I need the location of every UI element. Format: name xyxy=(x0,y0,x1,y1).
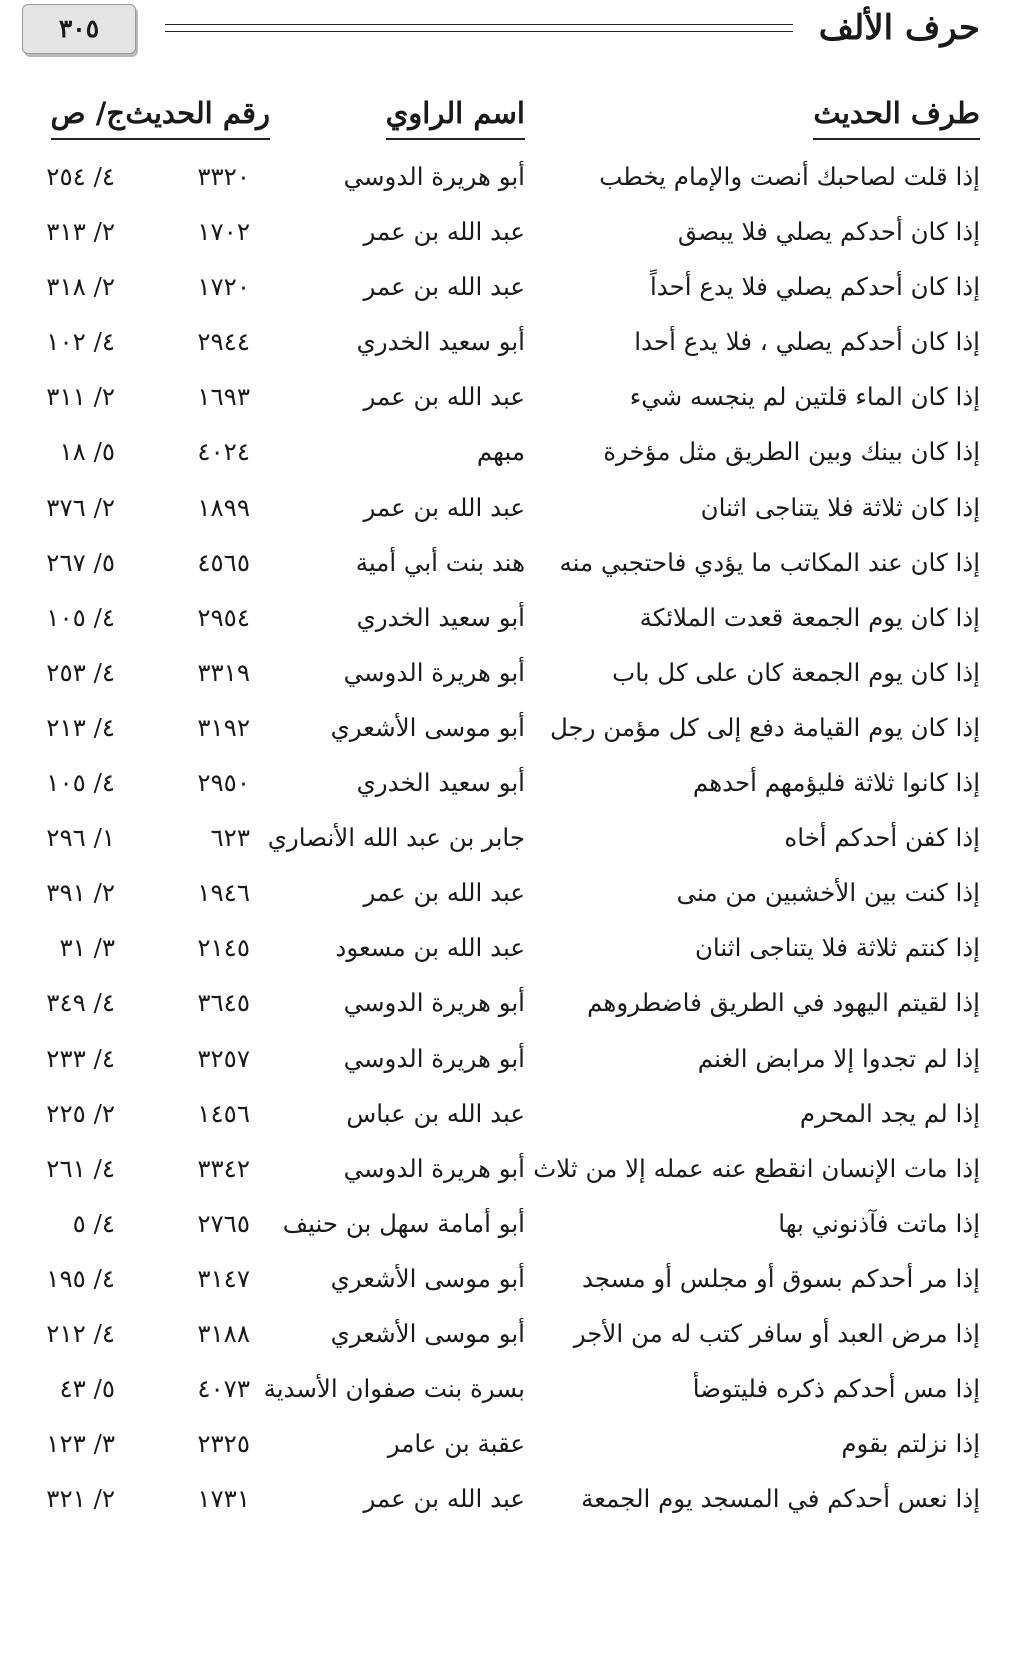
table-row xyxy=(0,1141,1010,1196)
column-header-reference: ج/ ص xyxy=(51,92,125,140)
header-rule xyxy=(165,31,793,32)
narrator-name: أبو موسى الأشعري xyxy=(330,712,525,742)
hadith-text: إذا كنتم ثلاثة فلا يتناجى اثنان xyxy=(694,933,980,963)
volume-page-reference: ٢/ ٣٢١ xyxy=(46,1484,115,1514)
hadith-text: إذا ماتت فآذنوني بها xyxy=(778,1208,980,1238)
hadith-number: ٢٣٢٥ xyxy=(197,1429,250,1459)
table-row xyxy=(0,810,1010,865)
narrator-name: أبو هريرة الدوسي xyxy=(343,988,525,1018)
narrator-name: جابر بن عبد الله الأنصاري xyxy=(267,823,525,853)
hadith-number: ٤٠٢٤ xyxy=(197,437,250,467)
hadith-text: إذا كان عند المكاتب ما يؤدي فاحتجبي منه xyxy=(559,547,980,577)
narrator-name: أبو سعيد الخدري xyxy=(356,768,525,798)
hadith-text: إذا كان يوم القيامة دفع إلى كل مؤمن رجل xyxy=(549,712,980,742)
volume-page-reference: ٢/ ٢٢٥ xyxy=(46,1098,115,1128)
volume-page-reference: ٤/ ١٠٢ xyxy=(46,327,115,357)
table-row xyxy=(0,1361,1010,1416)
chapter-title: حرف الألف xyxy=(818,8,980,48)
hadith-text: إذا نزلتم بقوم xyxy=(841,1429,980,1459)
hadith-number: ١٨٩٩ xyxy=(197,492,250,522)
narrator-name: عقبة بن عامر xyxy=(387,1429,525,1459)
volume-page-reference: ٢/ ٣١١ xyxy=(46,382,115,412)
table-row xyxy=(0,369,1010,424)
table-row xyxy=(0,1251,1010,1306)
table-row xyxy=(0,590,1010,645)
hadith-text: إذا كان أحدكم يصلي فلا يدع أحداً xyxy=(650,272,980,302)
hadith-number: ٤٠٧٣ xyxy=(197,1374,250,1404)
hadith-number: ١٩٤٦ xyxy=(197,878,250,908)
table-row xyxy=(0,1471,1010,1526)
narrator-name: أبو أمامة سهل بن حنيف xyxy=(282,1208,525,1238)
volume-page-reference: ٤/ ١٩٥ xyxy=(46,1263,115,1293)
volume-page-reference: ١/ ٢٩٦ xyxy=(46,823,115,853)
hadith-number: ١٧٢٠ xyxy=(197,272,250,302)
table-row xyxy=(0,865,1010,920)
narrator-name: أبو سعيد الخدري xyxy=(356,602,525,632)
table-row xyxy=(0,1196,1010,1251)
hadith-number: ١٤٥٦ xyxy=(197,1098,250,1128)
table-row xyxy=(0,645,1010,700)
volume-page-reference: ٥/ ٢٦٧ xyxy=(46,547,115,577)
table-row xyxy=(0,149,1010,204)
hadith-text: إذا كفن أحدكم أخاه xyxy=(784,823,980,853)
volume-page-reference: ٤/ ٥ xyxy=(72,1208,115,1238)
column-header-number: رقم الحديث xyxy=(125,92,270,140)
hadith-text: إذا كان بينك وبين الطريق مثل مؤخرة xyxy=(603,437,980,467)
hadith-text: إذا لقيتم اليهود في الطريق فاضطروهم xyxy=(587,988,980,1018)
hadith-number: ٣٣٤٢ xyxy=(197,1153,250,1183)
hadith-text: إذا كنت بين الأخشبين من منى xyxy=(676,878,980,908)
hadith-number: ٢١٤٥ xyxy=(197,933,250,963)
narrator-name: عبد الله بن عمر xyxy=(363,217,525,247)
hadith-number: ٦٢٣ xyxy=(210,823,250,853)
narrator-name: عبد الله بن مسعود xyxy=(335,933,525,963)
narrator-name: عبد الله بن عباس xyxy=(346,1098,525,1128)
hadith-text: إذا كان ثلاثة فلا يتناجى اثنان xyxy=(700,492,980,522)
hadith-text: إذا مس أحدكم ذكره فليتوضأ xyxy=(692,1374,980,1404)
narrator-name: مبهم xyxy=(476,437,525,467)
hadith-number: ٢٩٥٤ xyxy=(197,602,250,632)
hadith-text: إذا كان يوم الجمعة قعدت الملائكة xyxy=(639,602,980,632)
hadith-text: إذا لم يجد المحرم xyxy=(799,1098,980,1128)
hadith-number: ٣١٨٨ xyxy=(197,1318,250,1348)
hadith-number: ٣٢٥٧ xyxy=(197,1043,250,1073)
narrator-name: أبو هريرة الدوسي xyxy=(343,1153,525,1183)
volume-page-reference: ٤/ ٣٤٩ xyxy=(46,988,115,1018)
hadith-text: إذا مرض العبد أو سافر كتب له من الأجر xyxy=(573,1318,980,1348)
hadith-number: ١٦٩٣ xyxy=(197,382,250,412)
hadith-text: إذا كان أحدكم يصلي ، فلا يدع أحدا xyxy=(634,327,980,357)
narrator-name: عبد الله بن عمر xyxy=(363,1484,525,1514)
hadith-number: ٣١٤٧ xyxy=(197,1263,250,1293)
column-header-narrator: اسم الراوي xyxy=(386,92,525,140)
narrator-name: عبد الله بن عمر xyxy=(363,382,525,412)
page-number-badge: ٣٠٥ xyxy=(22,4,136,54)
hadith-text: إذا كان يوم الجمعة كان على كل باب xyxy=(612,657,980,687)
table-row xyxy=(0,314,1010,369)
volume-page-reference: ٢/ ٣٩١ xyxy=(46,878,115,908)
narrator-name: عبد الله بن عمر xyxy=(363,492,525,522)
table-row xyxy=(0,204,1010,259)
table-row xyxy=(0,975,1010,1030)
narrator-name: أبو موسى الأشعري xyxy=(330,1263,525,1293)
table-row xyxy=(0,1086,1010,1141)
volume-page-reference: ٤/ ١٠٥ xyxy=(46,602,115,632)
header-rule xyxy=(165,24,793,25)
volume-page-reference: ٣/ ١٢٣ xyxy=(46,1429,115,1459)
hadith-number: ٣٦٤٥ xyxy=(197,988,250,1018)
hadith-number: ٤٥٦٥ xyxy=(197,547,250,577)
table-row xyxy=(0,259,1010,314)
hadith-text: إذا مر أحدكم بسوق أو مجلس أو مسجد xyxy=(581,1263,980,1293)
narrator-name: عبد الله بن عمر xyxy=(363,878,525,908)
hadith-text: إذا كان الماء قلتين لم ينجسه شيء xyxy=(629,382,980,412)
narrator-name: أبو موسى الأشعري xyxy=(330,1318,525,1348)
volume-page-reference: ٤/ ٢١٣ xyxy=(46,712,115,742)
hadith-number: ٣٣١٩ xyxy=(197,657,250,687)
hadith-text: إذا كانوا ثلاثة فليؤمهم أحدهم xyxy=(692,768,980,798)
hadith-number: ٣٣٢٠ xyxy=(197,162,250,191)
table-row xyxy=(0,1416,1010,1471)
hadith-text: إذا لم تجدوا إلا مرابض الغنم xyxy=(697,1043,980,1073)
table-row xyxy=(0,920,1010,975)
volume-page-reference: ٢/ ٣١٨ xyxy=(46,272,115,302)
narrator-name: أبو سعيد الخدري xyxy=(356,327,525,357)
table-row xyxy=(0,480,1010,535)
table-row xyxy=(0,1031,1010,1086)
volume-page-reference: ٤/ ١٠٥ xyxy=(46,768,115,798)
volume-page-reference: ٤/ ٢١٢ xyxy=(46,1318,115,1348)
narrator-name: هند بنت أبي أمية xyxy=(355,547,525,577)
hadith-text: إذا قلت لصاحبك أنصت والإمام يخطب xyxy=(599,162,980,191)
narrator-name: عبد الله بن عمر xyxy=(363,272,525,302)
column-header-hadith: طرف الحديث xyxy=(813,92,980,140)
table-row xyxy=(0,700,1010,755)
hadith-text: إذا مات الإنسان انقطع عنه عمله إلا من ثلاث xyxy=(533,1153,980,1183)
narrator-name: أبو هريرة الدوسي xyxy=(343,162,525,191)
hadith-number: ٢٧٦٥ xyxy=(197,1208,250,1238)
hadith-text: إذا نعس أحدكم في المسجد يوم الجمعة xyxy=(581,1484,980,1514)
narrator-name: أبو هريرة الدوسي xyxy=(343,1043,525,1073)
hadith-number: ١٧٣١ xyxy=(197,1484,250,1514)
index-table-body xyxy=(0,149,1010,1526)
table-row xyxy=(0,424,1010,479)
volume-page-reference: ٤/ ٢٣٣ xyxy=(46,1043,115,1073)
narrator-name: بسرة بنت صفوان الأسدية xyxy=(263,1374,525,1404)
hadith-number: ٢٩٥٠ xyxy=(197,768,250,798)
volume-page-reference: ٤/ ٢٥٣ xyxy=(46,657,115,687)
volume-page-reference: ٢/ ٣٧٦ xyxy=(46,492,115,522)
volume-page-reference: ٥/ ٤٣ xyxy=(59,1374,115,1404)
volume-page-reference: ٤/ ٢٦١ xyxy=(46,1153,115,1183)
table-row xyxy=(0,535,1010,590)
volume-page-reference: ٢/ ٣١٣ xyxy=(46,217,115,247)
table-row xyxy=(0,1306,1010,1361)
hadith-text: إذا كان أحدكم يصلي فلا يبصق xyxy=(677,217,980,247)
table-row xyxy=(0,755,1010,810)
hadith-number: ٣١٩٢ xyxy=(197,712,250,742)
narrator-name: أبو هريرة الدوسي xyxy=(343,657,525,687)
hadith-number: ١٧٠٢ xyxy=(197,217,250,247)
volume-page-reference: ٥/ ١٨ xyxy=(59,437,115,467)
volume-page-reference: ٣/ ٣١ xyxy=(59,933,115,963)
volume-page-reference: ٤/ ٢٥٤ xyxy=(46,162,115,191)
hadith-number: ٢٩٤٤ xyxy=(197,327,250,357)
